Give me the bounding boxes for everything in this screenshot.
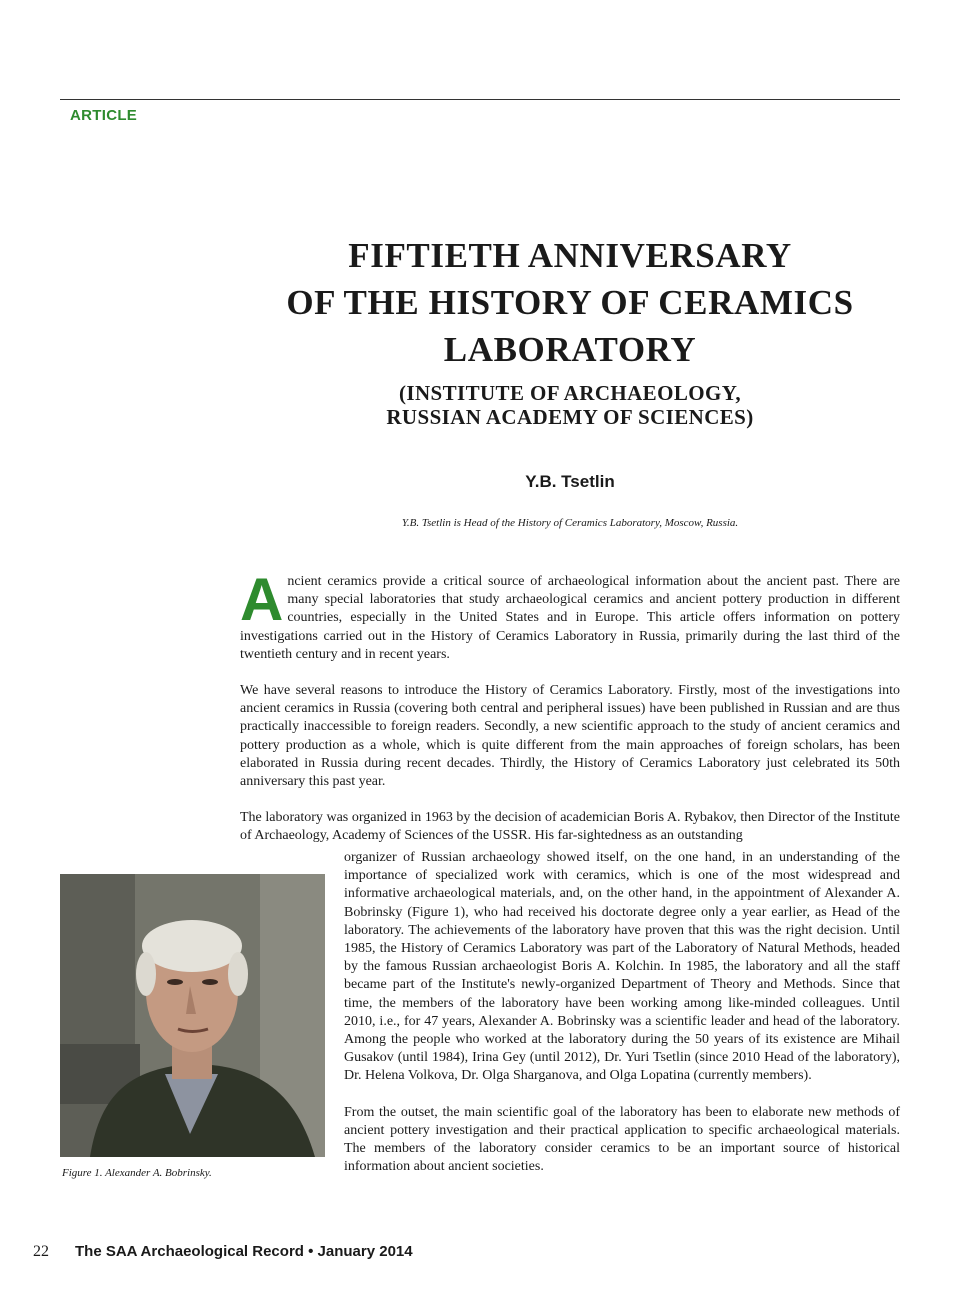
page-footer: [33, 1243, 413, 1261]
title-line: FIFTIETH ANNIVERSARY: [348, 236, 792, 275]
paragraph: The laboratory was organized in 1963 by the decision of academician Boris A. Rybakov, then Director of the Institute of Archaeology, Academy of Sciences of the USSR. His far-sightedness as an outstanding: [240, 810, 900, 844]
drop-cap: A: [240, 566, 284, 633]
portrait-illustration: [60, 874, 325, 1157]
article-body: [240, 566, 900, 846]
page-number: 22: [33, 1243, 49, 1260]
figure-photo: [60, 874, 325, 1157]
article-title: [240, 232, 900, 373]
header-rule: [60, 99, 900, 100]
subtitle-line: RUSSIAN ACADEMY OF SCIENCES): [386, 405, 754, 429]
title-line: OF THE HISTORY OF CERAMICS: [286, 283, 854, 322]
subtitle-line: (INSTITUTE OF ARCHAEOLOGY,: [398, 381, 741, 405]
figure-caption: Figure 1. Alexander A. Bobrinsky.: [62, 1167, 212, 1179]
article-body-wrapped: [344, 849, 900, 1176]
section-label: ARTICLE: [70, 107, 138, 124]
author-affiliation: Y.B. Tsetlin is Head of the History of Ceramics Laboratory, Moscow, Russia.: [401, 517, 739, 529]
author-name: Y.B. Tsetlin: [525, 472, 615, 491]
paragraph: We have several reasons to introduce the History of Ceramics Laboratory. Firstly, most of the investigations into ancient ceramics in Russia (covering both central and peripheral issues) have been published in Russian and are thus practically inaccessible to foreign readers. Secondly, a new scientific approach to the study of ancient ceramics and pottery production as a whole, which is quite different from the main approaches of foreign scholars, has been elaborated in Russia during recent decades. Thirdly, the History of Ceramics Laboratory just celebrated its 50th anniversary this past year.: [240, 683, 900, 790]
title-line: LABORATORY: [443, 330, 697, 369]
article-subtitle: [240, 381, 900, 429]
paragraph: organizer of Russian archaeology showed itself, on the one hand, in an understanding of the importance of specialized work with ceramics, which is one of the most widespread and informative archaeological materials, and, on the other hand, in the appointment of Alexander A. Bobrinsky (Figure 1), who had received his doctorate degree only a year earlier, as Head of the laboratory. The achievements of the laboratory have proven that this was the right decision. Until 1985, the History of Ceramics Laboratory was part of the Laboratory of Natural Methods, headed by the famous Russian archaeologist Boris A. Kolchin. In 1985, the laboratory and all the staff became part of the Institute's newly-organized Department of Theory and Methods. Since that time, the members of the laboratory have been working among like-minded colleagues. Until 2010, i.e., for 47 years, Alexander A. Bobrinsky was a scientific leader and head of the laboratory. Among the people who worked at the laboratory during the 50 years of its existence are Mihail Gusakov (until 1984), Irina Gey (until 2012), Dr. Yuri Tsetlin (since 2010 Head of the laboratory), Dr. Helena Volkova, Dr. Olga Sharganova, and Olga Lopatina (currently members).: [344, 850, 900, 1084]
paragraph-text: ncient ceramics provide a critical source of archaeological information about the ancient past. There are many special laboratories that study archaeological ceramics and ancient pottery production in different countries, especially in the United States and in Europe. This article offers information on pottery investigations carried out in the History of Ceramics Laboratory in Russia, primarily during the last third of the twentieth century and in recent years.: [240, 574, 900, 662]
paragraph: From the outset, the main scientific goal of the laboratory has been to elaborate new methods of ancient pottery investigation and their practical application to specific archaeological materials. The members of the laboratory consider ceramics to be an important source of historical information about ancient societies.: [344, 1104, 900, 1175]
paragraph-intro: [240, 566, 900, 664]
publication-info: The SAA Archaeological Record • January 2014: [75, 1243, 413, 1260]
